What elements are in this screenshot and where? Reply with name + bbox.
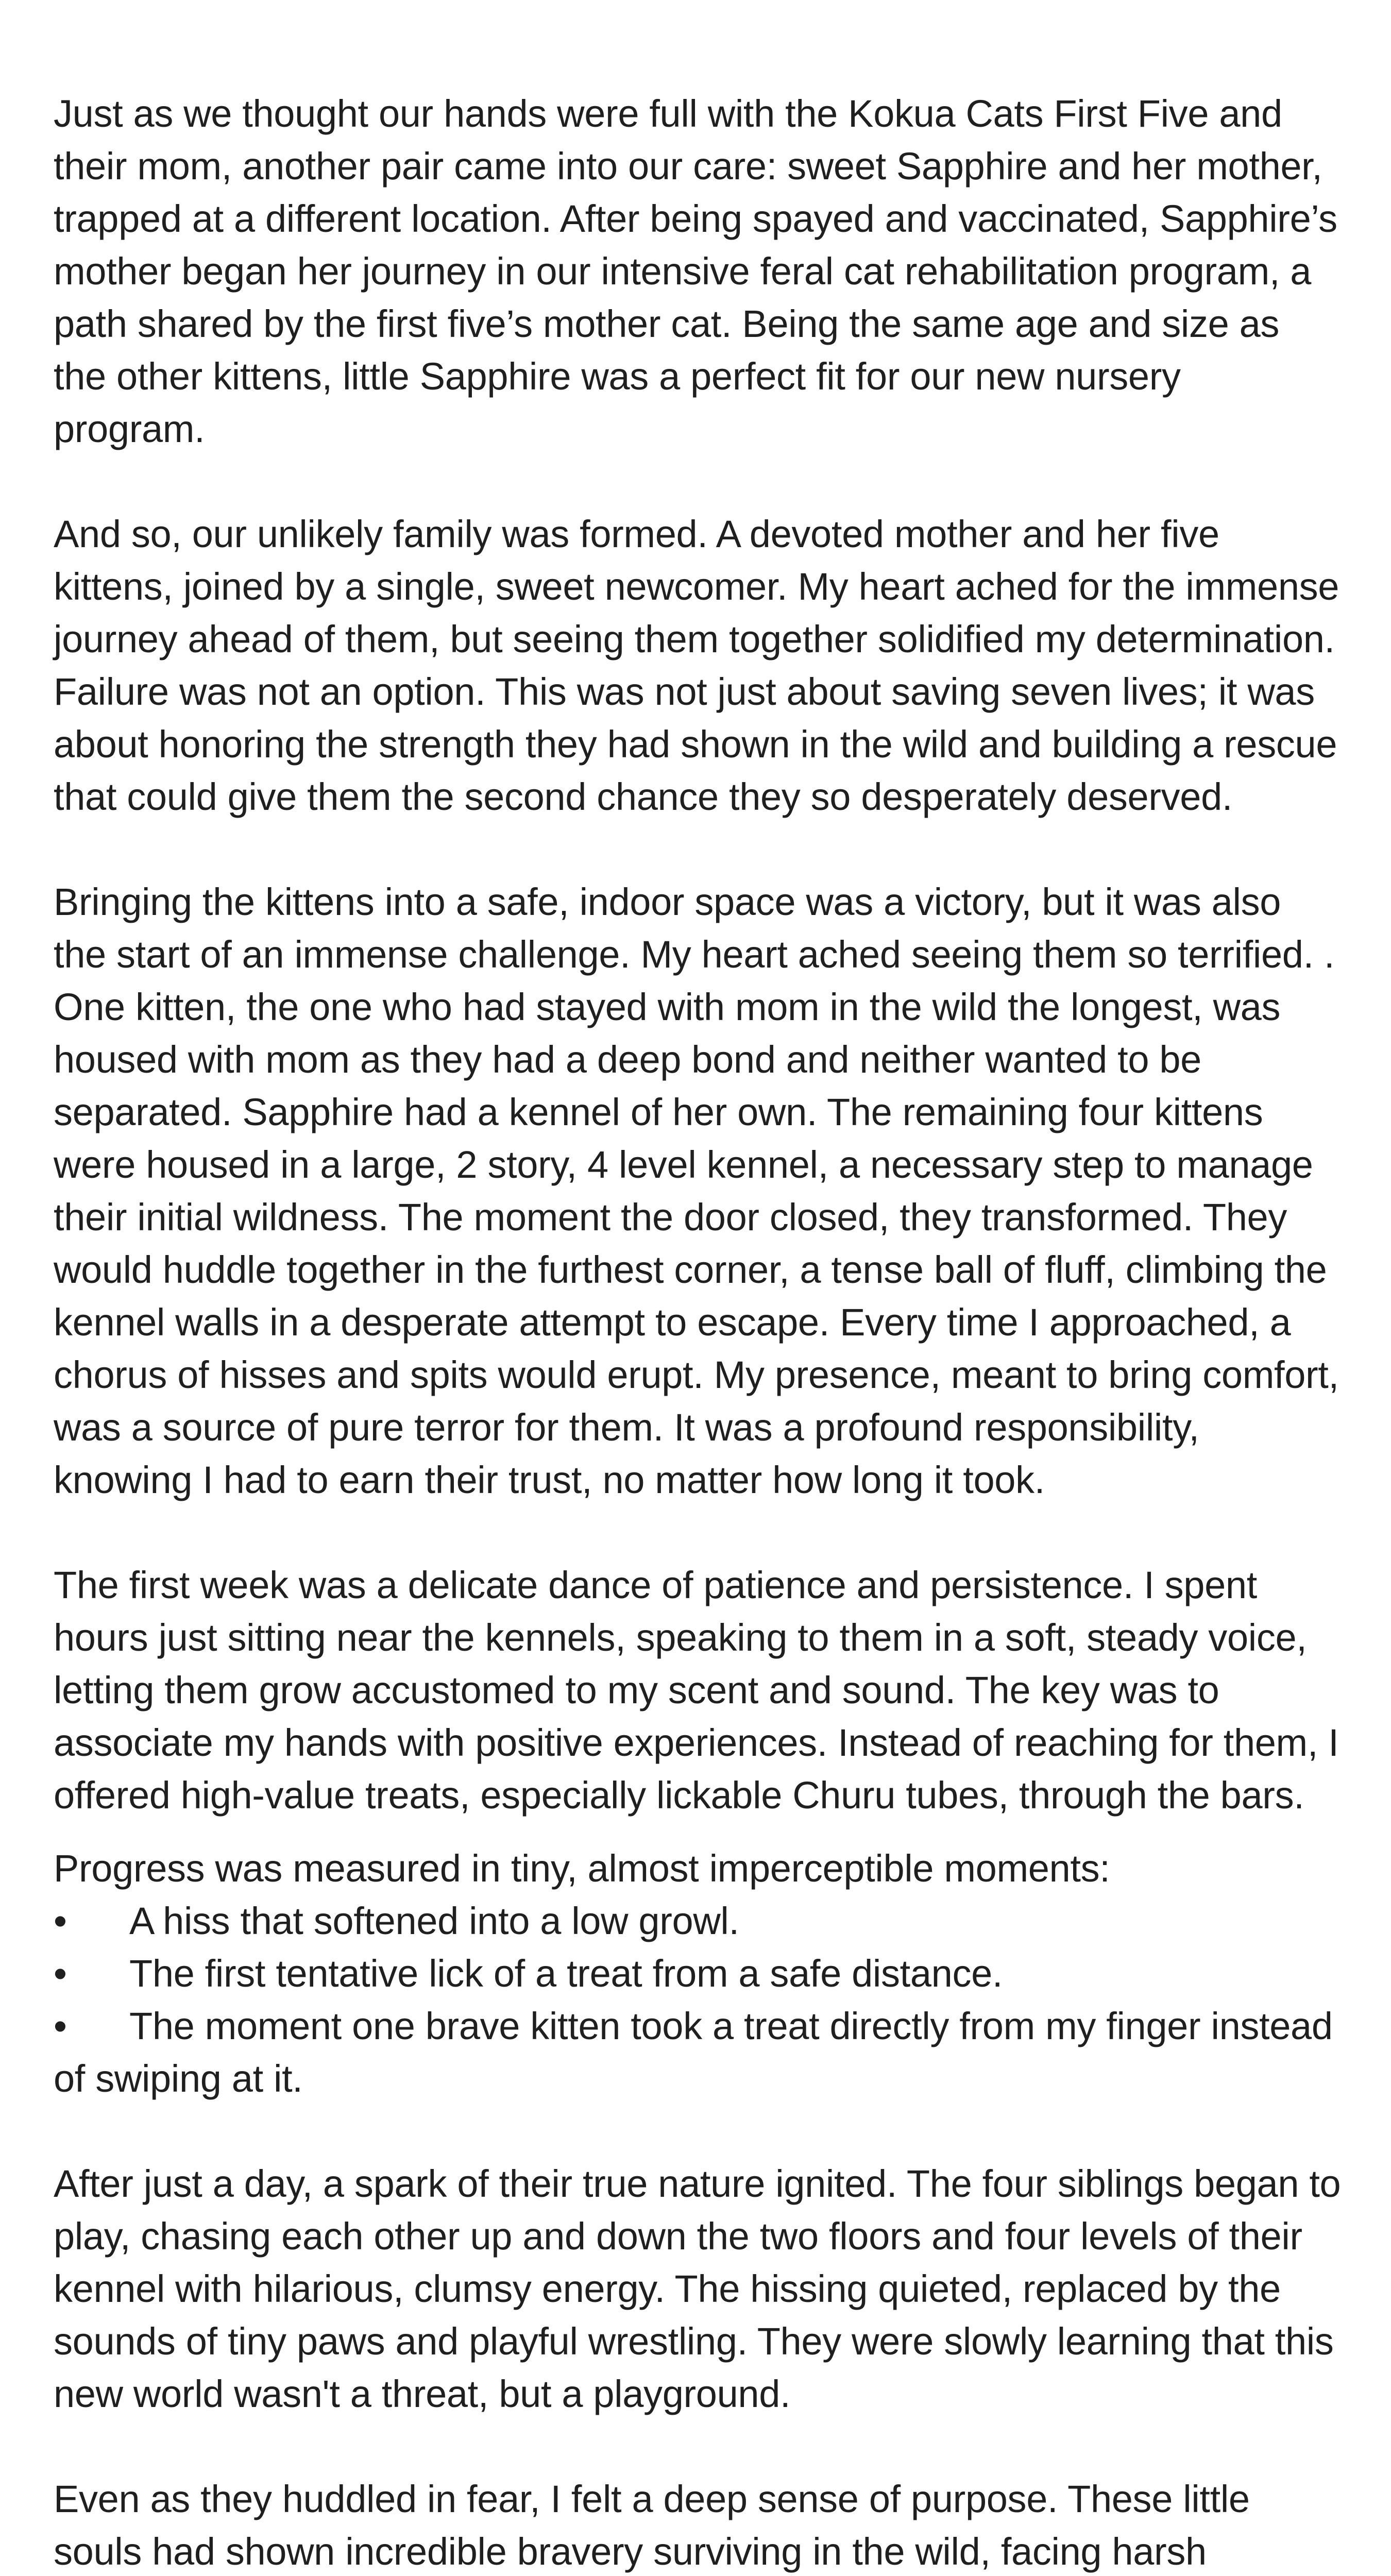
list-item xyxy=(54,1895,1342,1947)
bullet-marker: • xyxy=(54,2005,67,2047)
paragraph-spacer xyxy=(54,2105,1342,2158)
paragraph-progress: Progress was measured in tiny, almost imperceptible moments: xyxy=(54,1847,1110,1890)
list-item xyxy=(54,1947,1342,2000)
paragraph-spacer xyxy=(54,823,1342,876)
list-item-text: The first tentative lick of a treat from a safe distance. xyxy=(129,1952,1003,1995)
paragraph-family: And so, our unlikely family was formed. A devoted mother and her five kittens, joined by a single, sweet newcomer. My heart ached for the immense journey ahead of them, but seeing them together solidified my determination. Failure was not an option. This was not just about saving seven lives; it was about honoring the strength they had shown in the wild and building a rescue that could give them the second chance they so desperately deserved. xyxy=(54,513,1339,818)
list-item xyxy=(54,2000,1342,2105)
paragraph-indoor-space: Bringing the kittens into a safe, indoor space was a victory, but it was also the start of an immense challenge. My heart ached seeing them so terrified. . One kitten, the one who had stayed with mom in the wild the longest, was housed with mom as they had a deep bond and neither wanted to be separated. Sapphire had a kennel of her own. The remaining four kittens were housed in a large, 2 story, 4 level kennel, a necessary step to manage their initial wildness. The moment the door closed, they transformed. They would huddle together in the furthest corner, a tense ball of fluff, climbing the kennel walls in a desperate attempt to escape. Every time I approached, a chorus of hisses and spits would erupt. My presence, meant to bring comfort, was a source of pure terror for them. It was a profound responsibility, knowing I had to earn their trust, no matter how long it took. xyxy=(54,880,1339,1501)
list-item-text: The moment one brave kitten took a treat directly from my finger instead of swiping at it. xyxy=(54,2005,1333,2100)
bullet-marker: • xyxy=(54,1952,67,1995)
progress-list xyxy=(54,1895,1342,2105)
paragraph-purpose: Even as they huddled in fear, I felt a deep sense of purpose. These little souls had shown incredible bravery surviving in the wild, facing harsh xyxy=(54,2478,1250,2573)
paragraph-first-week: The first week was a delicate dance of patience and persistence. I spent hours just sitting near the kennels, speaking to them in a soft, steady voice, letting them grow accustomed to my scent and sound. The key was to associate my hands with positive experiences. Instead of reaching for them, I offered high-value treats, especially lickable Churu tubes, through the bars. xyxy=(54,1564,1339,1817)
bullet-marker: • xyxy=(54,1900,67,1942)
list-item-text: A hiss that softened into a low growl. xyxy=(129,1900,739,1942)
paragraph-spacer xyxy=(54,455,1342,508)
paragraph-spacer xyxy=(54,1506,1342,1559)
paragraph-intro: Just as we thought our hands were full with the Kokua Cats First Five and their mom, another pair came into our care: sweet Sapphire and her mother, trapped at a different location. After being spayed and vaccinated, Sapphire’s mother began her journey in our intensive feral cat rehabilitation program, a path shared by the first five’s mother cat. Being the same age and size as the other kittens, little Sapphire was a perfect fit for our new nursery program. xyxy=(54,92,1337,450)
paragraph-play: After just a day, a spark of their true nature ignited. The four siblings began to play, chasing each other up and down the two floors and four levels of their kennel with hilarious, clumsy energy. The hissing quieted, replaced by the sounds of tiny paws and playful wrestling. They were slowly learning that this new world wasn't a threat, but a playground. xyxy=(54,2162,1341,2415)
paragraph-spacer xyxy=(54,1822,1342,1842)
paragraph-spacer xyxy=(54,2420,1342,2473)
